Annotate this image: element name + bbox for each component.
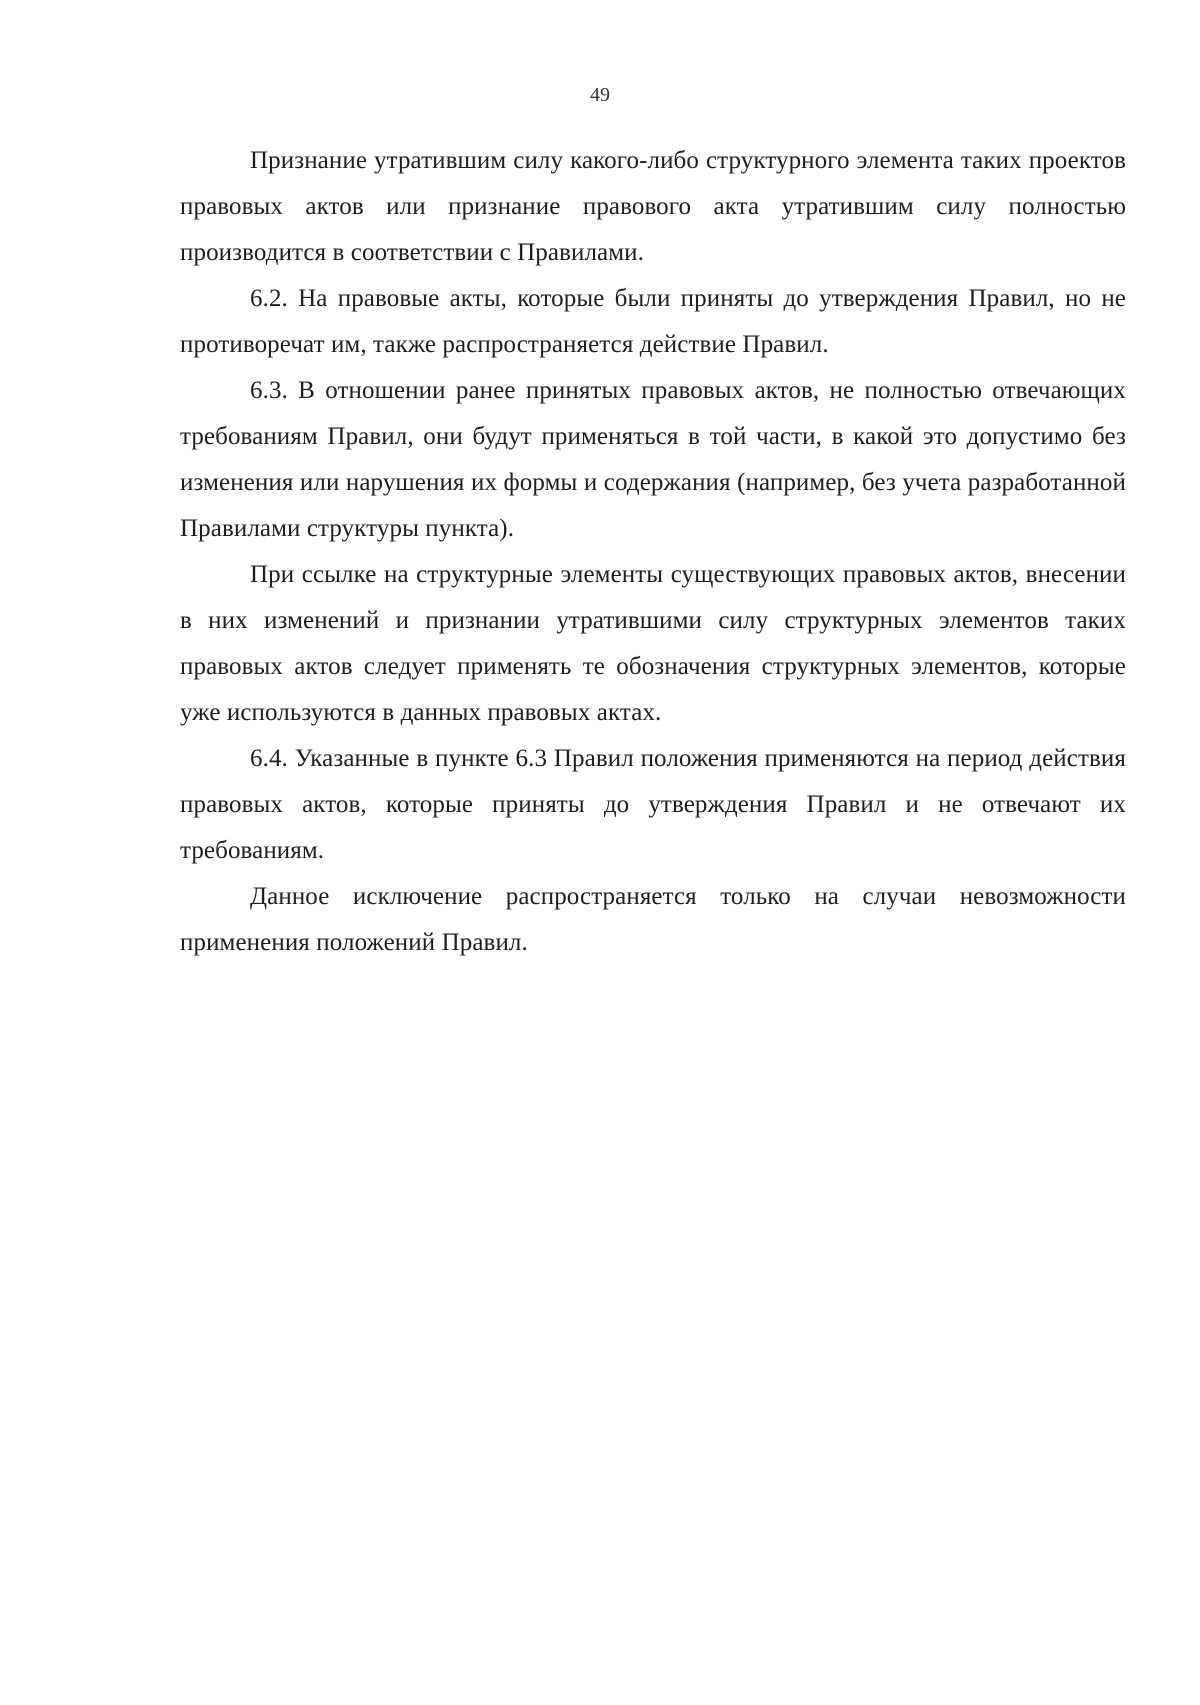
paragraph-recognition-invalid: Признание утратившим силу какого-либо структурного элемента таких проектов правовых актов или признание правового акта утратившим силу полностью производится в соответствии с Правилами. [180, 147, 1126, 266]
page-number: 49 [590, 84, 610, 106]
document-body [180, 138, 1126, 966]
paragraph-6-4: 6.4. Указанные в пункте 6.3 Правил положения применяются на период действия правовых актов, которые приняты до утверждения Правил и не отвечают их требованиям. [180, 745, 1126, 864]
paragraph-structural-references: При ссылке на структурные элементы существующих правовых актов, внесении в них изменений и признании утратившими силу структурных элементов таких правовых актов следует применять те обозначения структурных элементов, которые уже используются в данных правовых актах. [180, 561, 1126, 726]
paragraph-exception: Данное исключение распространяется только на случаи невозможности применения положений Правил. [180, 883, 1126, 956]
paragraph-6-2: 6.2. На правовые акты, которые были приняты до утверждения Правил, но не противоречат им, также распространяется действие Правил. [180, 285, 1126, 358]
paragraph-6-3: 6.3. В отношении ранее принятых правовых актов, не полностью отвечающих требованиям Правил, они будут применяться в той части, в какой это допустимо без изменения или нарушения их формы и содержания (например, без учета разработанной Правилами структуры пункта). [180, 377, 1126, 542]
